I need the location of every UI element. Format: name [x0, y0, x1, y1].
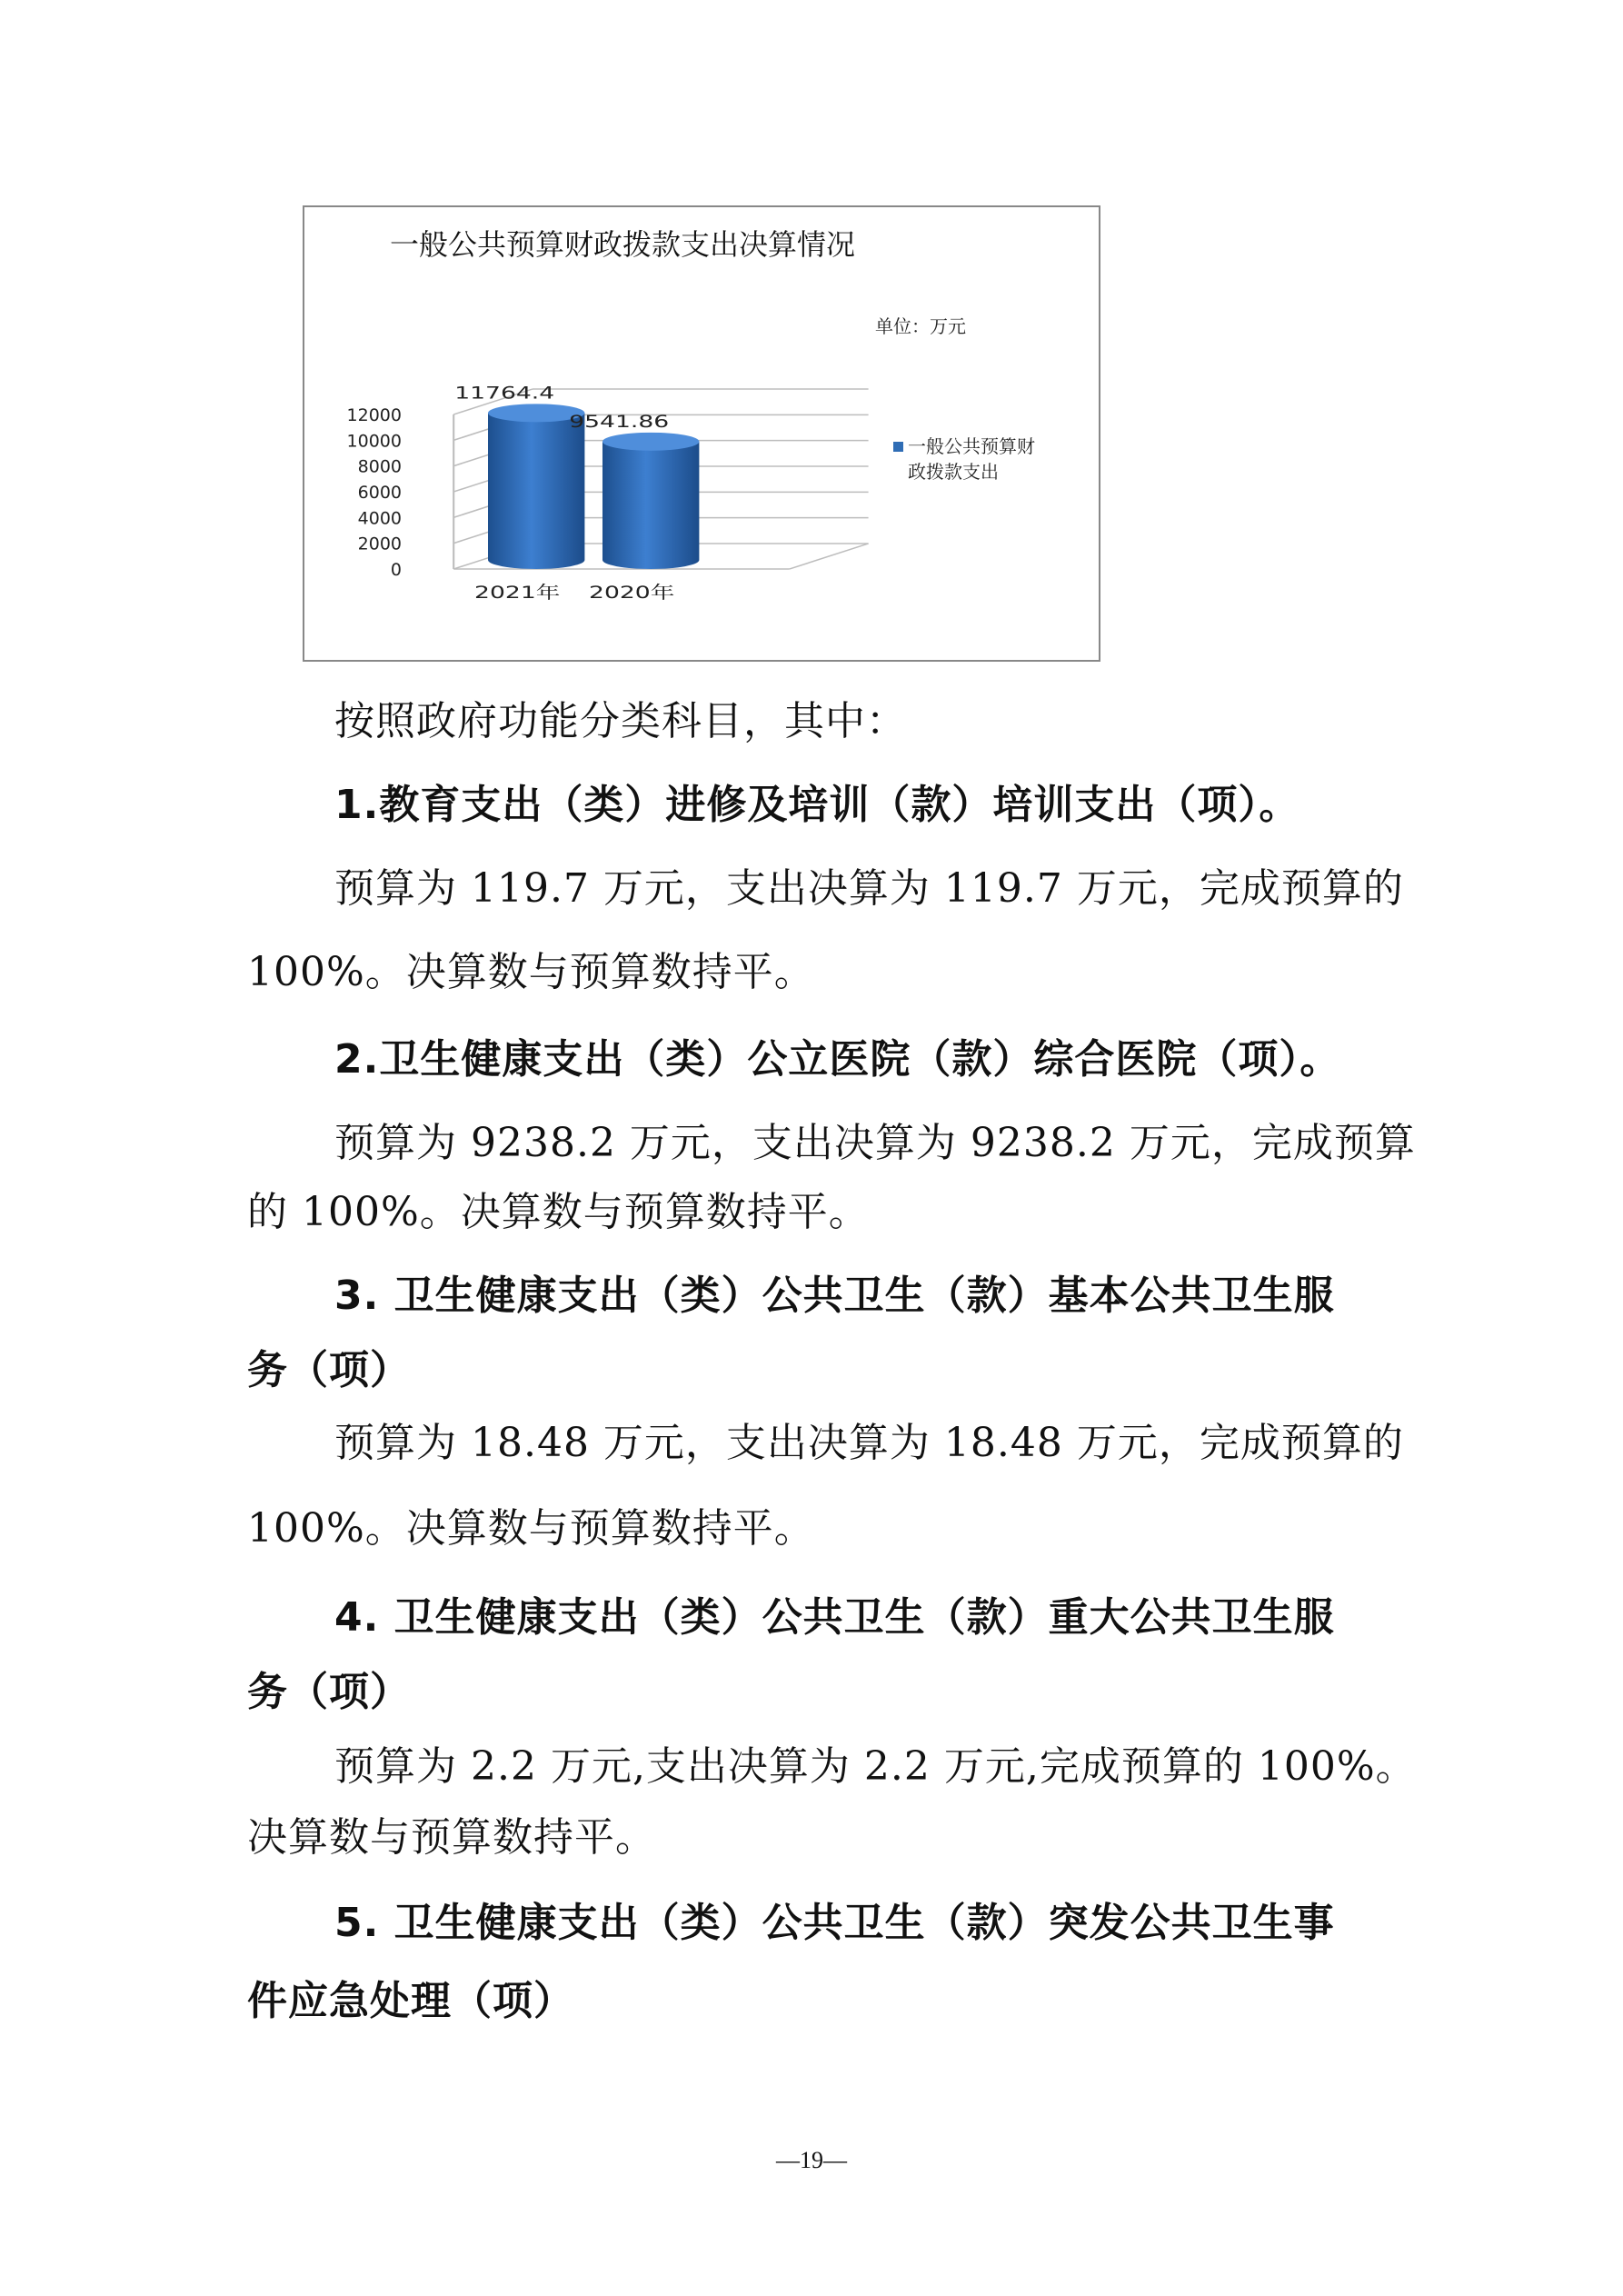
page-number: —19— [776, 2147, 847, 2173]
item2-body-line1: 预算为 9238.2 万元，支出决算为 9238.2 万元，完成预算 [334, 1120, 1416, 1166]
y-tick-label: 8000 [357, 456, 402, 477]
x-tick-labels [474, 584, 674, 603]
chart-unit: 单位：万元 [875, 315, 966, 337]
item3-body-line2: 100%。决算数与预算数持平。 [247, 1505, 815, 1552]
y-tick-labels [347, 405, 402, 580]
item1-heading: 1.教育支出（类）进修及培训（款）培训支出（项）。 [334, 782, 1300, 828]
intro-text: 按照政府功能分类科目，其中： [334, 698, 907, 744]
chart-bars [454, 384, 699, 569]
y-tick-label: 12000 [346, 405, 402, 425]
data-label: 11764.4 [454, 383, 555, 404]
item3-heading-line1: 3. 卫生健康支出（类）公共卫生（款）基本公共卫生服 [334, 1273, 1335, 1319]
item3-heading-line2: 务（项） [247, 1347, 411, 1393]
item4-heading-line1: 4. 卫生健康支出（类）公共卫生（款）重大公共卫生服 [334, 1594, 1335, 1641]
y-tick-label: 2000 [357, 534, 402, 554]
item2-body-line2: 的 100%。决算数与预算数持平。 [247, 1189, 870, 1235]
x-tick-label: 2021年 [474, 583, 561, 603]
bar-top [602, 433, 699, 451]
bar-body [602, 442, 699, 569]
legend-label-line1: 一般公共预算财 [908, 435, 1035, 457]
item1-body-line2: 100%。决算数与预算数持平。 [247, 949, 815, 995]
data-label: 9541.86 [569, 412, 670, 432]
item4-heading-line2: 务（项） [247, 1669, 411, 1715]
chart-svg [304, 207, 1099, 660]
item1-body-line1: 预算为 119.7 万元，支出决算为 119.7 万元，完成预算的 [334, 865, 1404, 912]
item2-heading: 2.卫生健康支出（类）公立医院（款）综合医院（项）。 [334, 1036, 1341, 1083]
item5-heading-line2: 件应急处理（项） [247, 1978, 574, 2024]
y-tick-label: 4000 [357, 508, 402, 529]
chart-title: 一般公共预算财政拨款支出决算情况 [389, 227, 856, 262]
legend-swatch [893, 442, 903, 452]
item3-body-line1: 预算为 18.48 万元，支出决算为 18.48 万元，完成预算的 [334, 1420, 1404, 1466]
y-tick-label: 6000 [357, 483, 402, 503]
floor-right-edge [790, 544, 869, 569]
x-tick-label: 2020年 [589, 583, 675, 603]
y-tick-label: 10000 [346, 431, 402, 452]
bar-body [488, 413, 584, 569]
legend-label-line2: 政拨款支出 [908, 461, 999, 483]
item4-body-line2: 决算数与预算数持平。 [247, 1814, 656, 1861]
item4-body-line1: 预算为 2.2 万元,支出决算为 2.2 万元,完成预算的 100%。 [334, 1743, 1417, 1790]
y-tick-label: 0 [390, 560, 402, 580]
item5-heading-line1: 5. 卫生健康支出（类）公共卫生（款）突发公共卫生事 [334, 1900, 1335, 1946]
budget-chart [303, 205, 1100, 662]
